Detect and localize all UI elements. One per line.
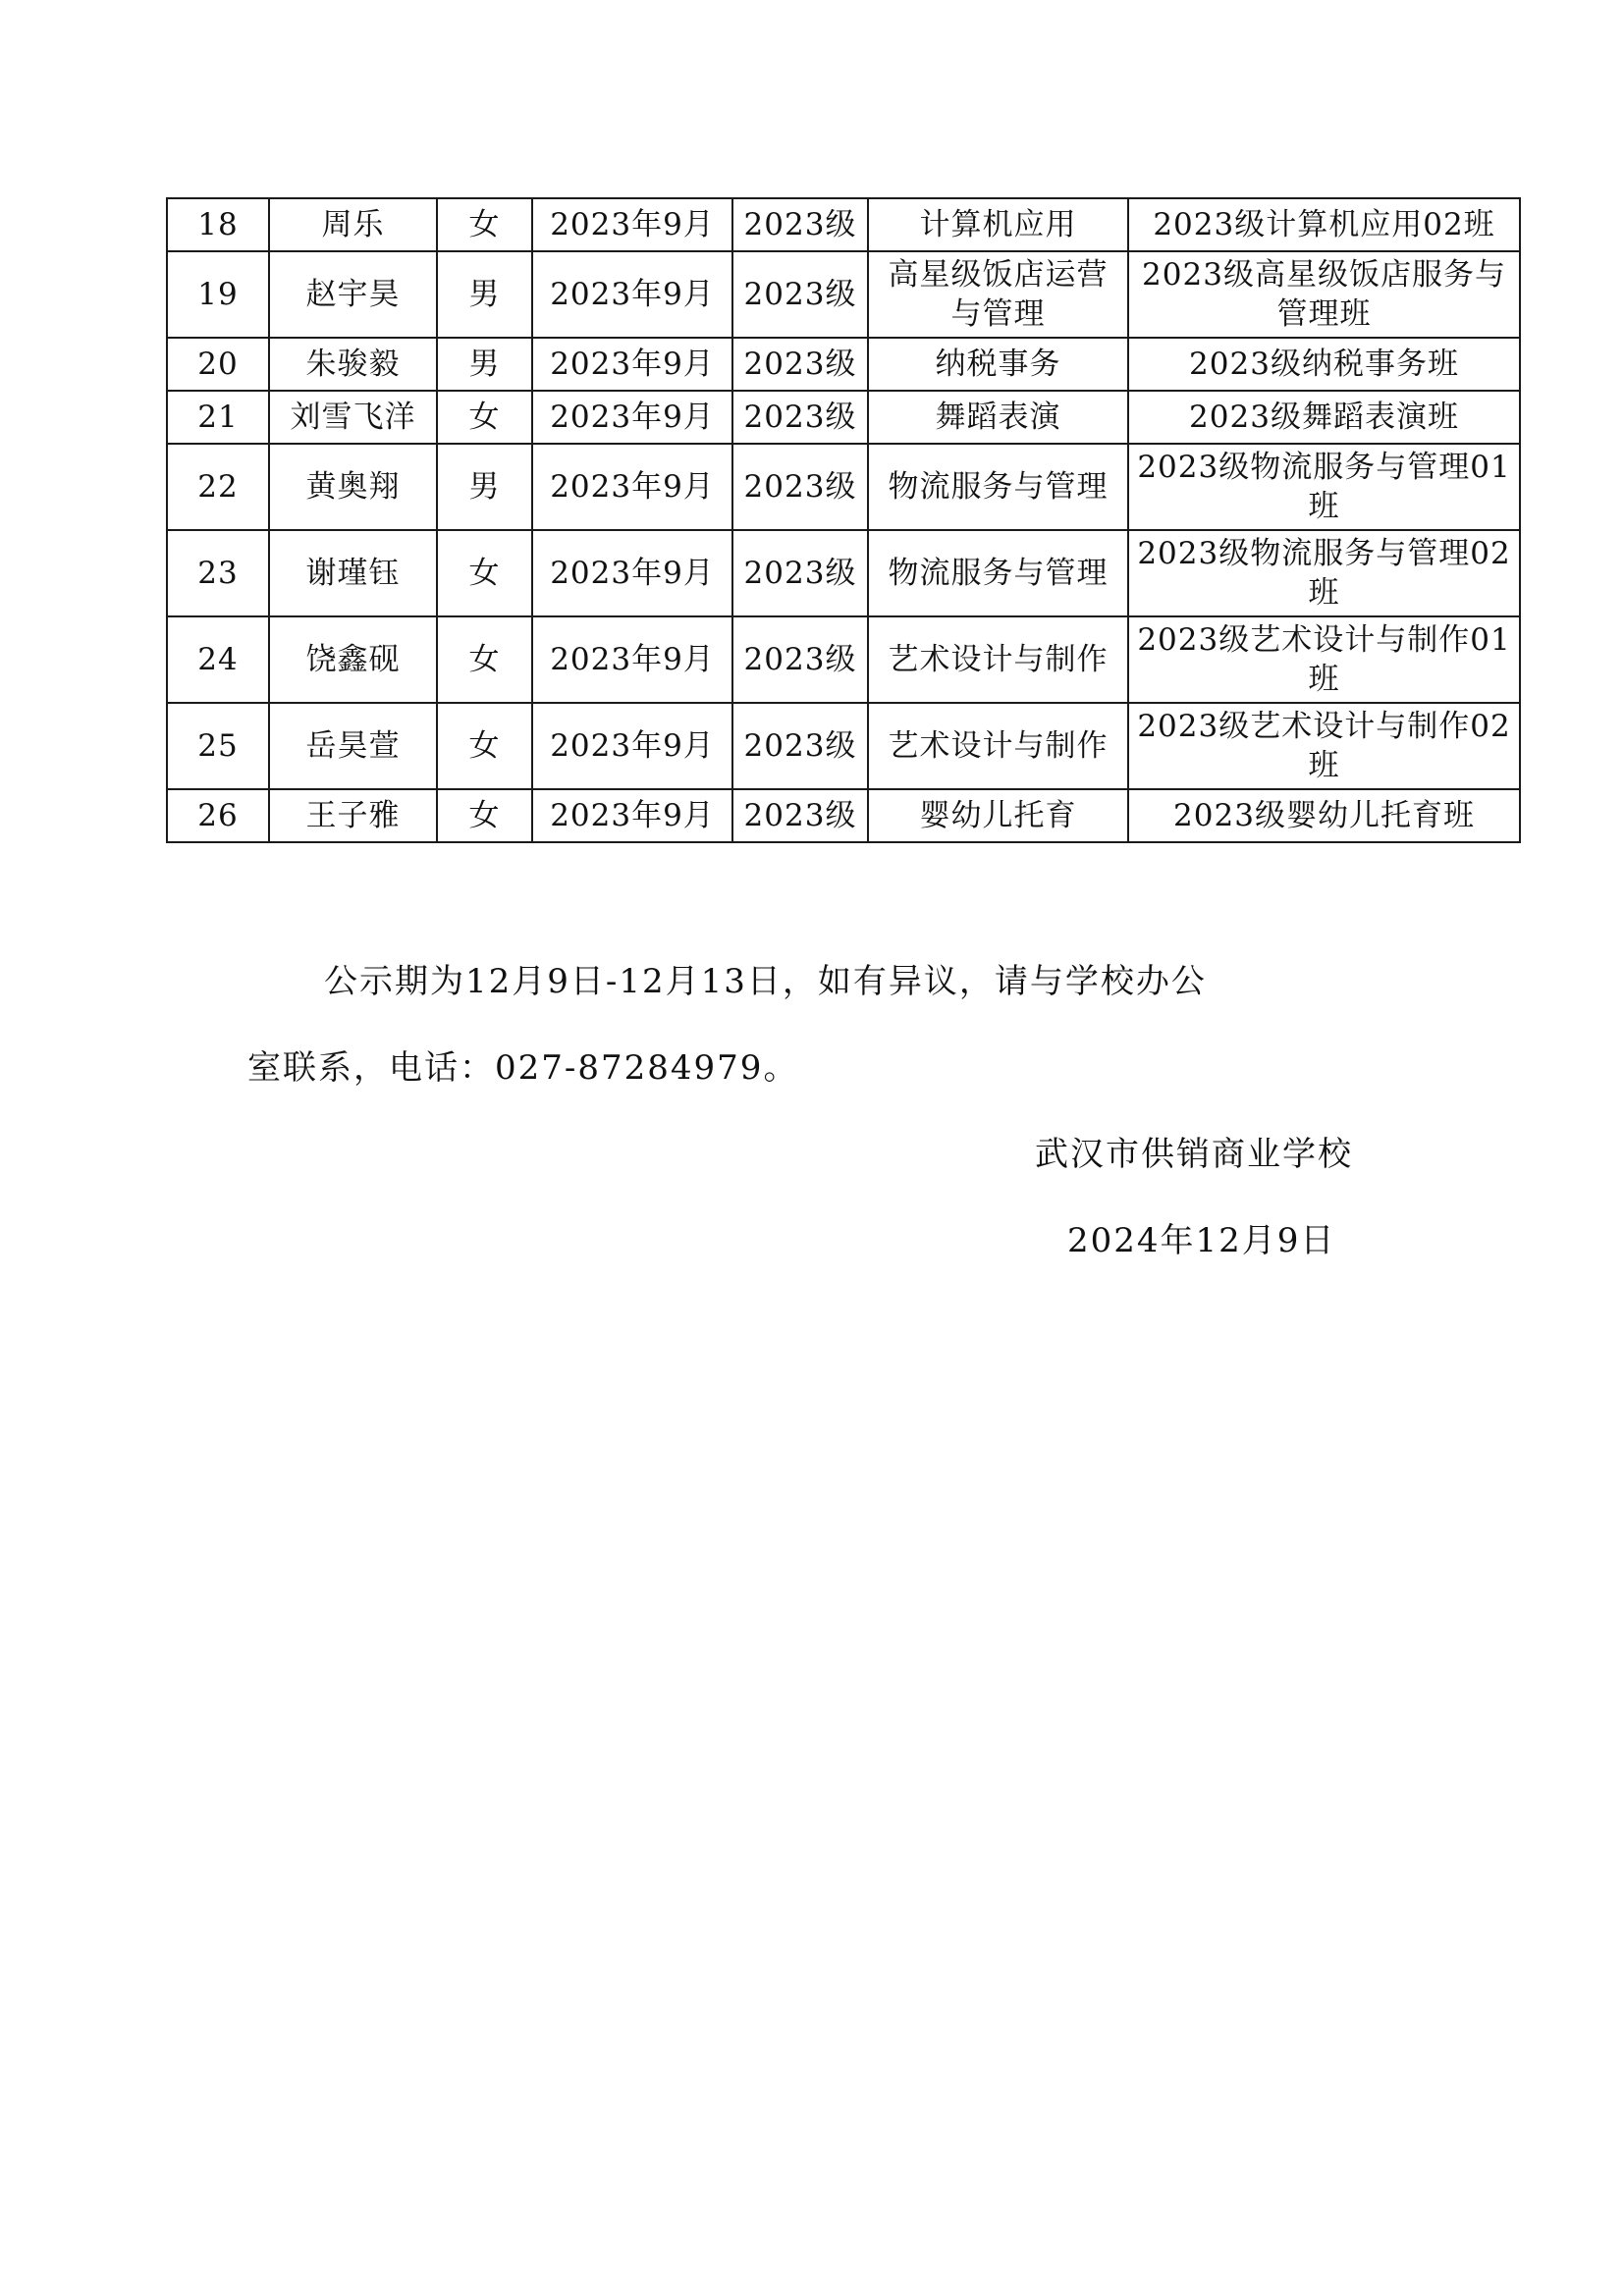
- grade-year: 2023级: [732, 251, 868, 338]
- enrollment-date: 2023年9月: [532, 198, 732, 251]
- major: 物流服务与管理: [868, 444, 1128, 530]
- student-gender: 女: [437, 530, 532, 616]
- signature-date: 2024年12月9日: [1067, 1221, 1336, 1260]
- grade-year: 2023级: [732, 530, 868, 616]
- table-row: [167, 616, 1520, 703]
- class-name: 2023级艺术设计与制作01班: [1128, 616, 1520, 703]
- student-gender: 男: [437, 444, 532, 530]
- row-number: 20: [167, 338, 269, 391]
- enrollment-date: 2023年9月: [532, 616, 732, 703]
- student-gender: 女: [437, 616, 532, 703]
- grade-year: 2023级: [732, 444, 868, 530]
- grade-year: 2023级: [732, 391, 868, 444]
- student-gender: 女: [437, 703, 532, 789]
- notice-line-2: 室联系，电话：027-87284979。: [247, 1048, 799, 1088]
- class-name: 2023级物流服务与管理02班: [1128, 530, 1520, 616]
- enrollment-date: 2023年9月: [532, 391, 732, 444]
- class-name: 2023级高星级饭店服务与管理班: [1128, 251, 1520, 338]
- major: 艺术设计与制作: [868, 703, 1128, 789]
- student-gender: 女: [437, 789, 532, 842]
- table-row: [167, 391, 1520, 444]
- major: 舞蹈表演: [868, 391, 1128, 444]
- student-name: 饶鑫砚: [269, 616, 437, 703]
- row-number: 26: [167, 789, 269, 842]
- table-row: [167, 198, 1520, 251]
- enrollment-date: 2023年9月: [532, 338, 732, 391]
- grade-year: 2023级: [732, 703, 868, 789]
- student-name: 黄奥翔: [269, 444, 437, 530]
- table-row: [167, 444, 1520, 530]
- class-name: 2023级艺术设计与制作02班: [1128, 703, 1520, 789]
- student-name: 谢瑾钰: [269, 530, 437, 616]
- student-name: 岳昊萱: [269, 703, 437, 789]
- table-row: [167, 789, 1520, 842]
- class-name: 2023级舞蹈表演班: [1128, 391, 1520, 444]
- enrollment-date: 2023年9月: [532, 251, 732, 338]
- student-name: 周乐: [269, 198, 437, 251]
- table-row: [167, 703, 1520, 789]
- major: 艺术设计与制作: [868, 616, 1128, 703]
- row-number: 21: [167, 391, 269, 444]
- student-gender: 女: [437, 198, 532, 251]
- student-name: 赵宇昊: [269, 251, 437, 338]
- class-name: 2023级物流服务与管理01班: [1128, 444, 1520, 530]
- major: 纳税事务: [868, 338, 1128, 391]
- enrollment-date: 2023年9月: [532, 789, 732, 842]
- class-name: 2023级纳税事务班: [1128, 338, 1520, 391]
- major: 高星级饭店运营与管理: [868, 251, 1128, 338]
- class-name: 2023级婴幼儿托育班: [1128, 789, 1520, 842]
- student-gender: 男: [437, 251, 532, 338]
- table-row: [167, 530, 1520, 616]
- student-name: 朱骏毅: [269, 338, 437, 391]
- student-name: 刘雪飞洋: [269, 391, 437, 444]
- student-gender: 女: [437, 391, 532, 444]
- enrollment-date: 2023年9月: [532, 530, 732, 616]
- row-number: 18: [167, 198, 269, 251]
- enrollment-date: 2023年9月: [532, 444, 732, 530]
- major: 计算机应用: [868, 198, 1128, 251]
- enrollment-date: 2023年9月: [532, 703, 732, 789]
- signature-organization: 武汉市供销商业学校: [1035, 1135, 1353, 1174]
- grade-year: 2023级: [732, 338, 868, 391]
- grade-year: 2023级: [732, 789, 868, 842]
- row-number: 23: [167, 530, 269, 616]
- row-number: 25: [167, 703, 269, 789]
- major: 婴幼儿托育: [868, 789, 1128, 842]
- row-number: 24: [167, 616, 269, 703]
- row-number: 22: [167, 444, 269, 530]
- table-row: [167, 251, 1520, 338]
- student-gender: 男: [437, 338, 532, 391]
- student-name: 王子雅: [269, 789, 437, 842]
- notice-line-1: 公示期为12月9日-12月13日，如有异议，请与学校办公: [324, 962, 1207, 1001]
- grade-year: 2023级: [732, 198, 868, 251]
- class-name: 2023级计算机应用02班: [1128, 198, 1520, 251]
- grade-year: 2023级: [732, 616, 868, 703]
- row-number: 19: [167, 251, 269, 338]
- major: 物流服务与管理: [868, 530, 1128, 616]
- student-roster-table: [166, 197, 1521, 843]
- table-row: [167, 338, 1520, 391]
